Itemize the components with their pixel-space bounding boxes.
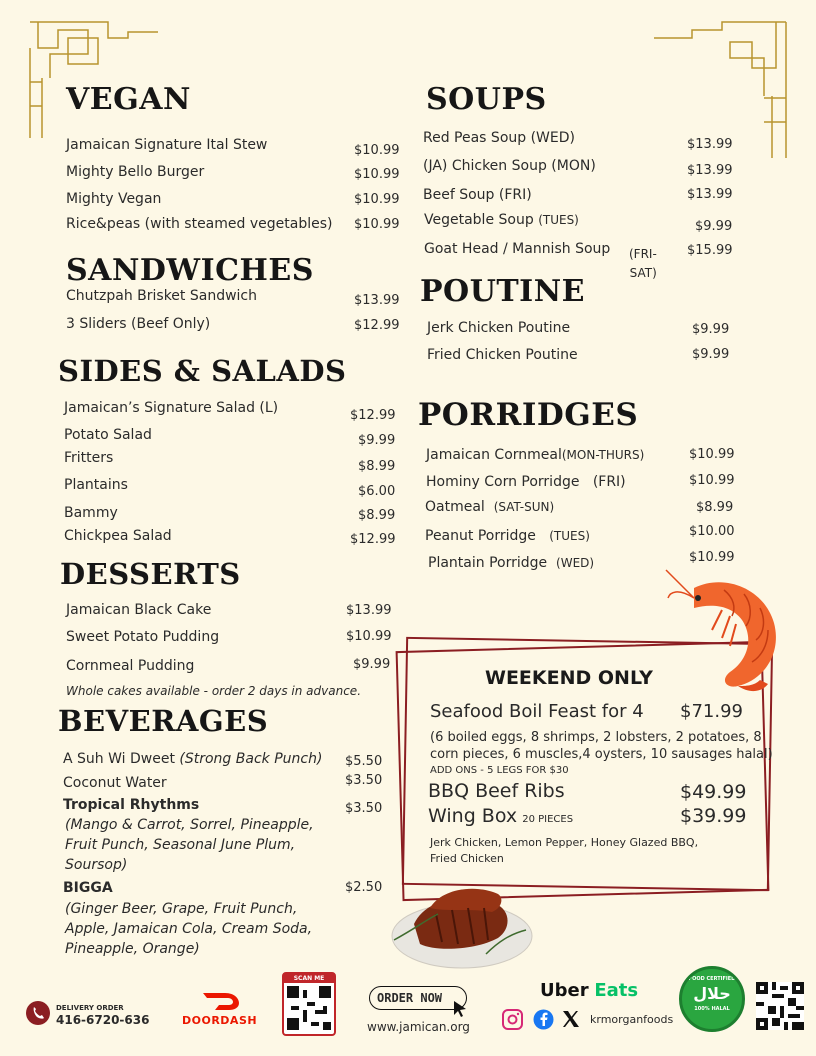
sandwiches-heading: SANDWICHES bbox=[66, 253, 314, 288]
desserts-note: Whole cakes available - order 2 days in advance. bbox=[66, 684, 362, 698]
poutine-heading: POUTINE bbox=[420, 274, 585, 309]
halal-badge bbox=[679, 966, 745, 1032]
description-line: Pineapple, Orange) bbox=[65, 941, 200, 957]
beverage-name: A Suh Wi Dweet bbox=[63, 751, 175, 767]
vegan-heading: VEGAN bbox=[66, 82, 191, 117]
wing-qty: 20 PIECES bbox=[522, 814, 574, 825]
day-tag: (WED) bbox=[556, 556, 595, 570]
menu-item-price: $10.99 bbox=[354, 167, 400, 182]
day-tag: (TUES) bbox=[538, 213, 579, 227]
menu-item-price: $10.00 bbox=[689, 524, 735, 539]
beverages-heading: BEVERAGES bbox=[58, 704, 269, 738]
ribs-name: BBQ Beef Ribs bbox=[428, 780, 565, 802]
menu-item-name: Chickpea Salad bbox=[64, 528, 172, 544]
ubereats-logo[interactable] bbox=[540, 980, 638, 1001]
wing-flavors bbox=[430, 835, 698, 867]
menu-item-name: 3 Sliders (Beef Only) bbox=[66, 316, 211, 332]
day-tag: (WED) bbox=[530, 130, 575, 146]
menu-item bbox=[423, 187, 532, 203]
description-line: Fruit Punch, Seasonal June Plum, bbox=[65, 837, 296, 853]
menu-item bbox=[426, 474, 626, 490]
menu-item-price: $13.99 bbox=[687, 187, 733, 202]
menu-item-price: $9.99 bbox=[353, 657, 391, 672]
menu-item bbox=[425, 499, 554, 515]
menu-item-name: Cornmeal Pudding bbox=[66, 658, 195, 674]
item-name: Red Peas Soup bbox=[423, 130, 527, 146]
halal-top-text: FOOD CERTIFIED bbox=[688, 976, 736, 982]
menu-item-name: Mighty Bello Burger bbox=[66, 164, 205, 180]
social-handle[interactable]: krmorganfoods bbox=[590, 1013, 674, 1026]
menu-item-price: $15.99 bbox=[687, 243, 733, 258]
menu-item bbox=[425, 528, 590, 544]
menu-item-price: $8.99 bbox=[696, 500, 734, 515]
halal-bottom-text: 100% HALAL bbox=[694, 1006, 730, 1012]
menu-item-name: Fritters bbox=[64, 450, 114, 466]
menu-item-name: Chutzpah Brisket Sandwich bbox=[66, 288, 257, 304]
menu-item-price: $9.99 bbox=[692, 322, 730, 337]
menu-item-name: Rice&peas (with steamed vegetables) bbox=[66, 216, 333, 232]
menu-item-price: $12.99 bbox=[350, 408, 396, 423]
wing-box bbox=[428, 805, 573, 827]
menu-item bbox=[424, 212, 579, 228]
menu-item-name: Fried Chicken Poutine bbox=[427, 347, 578, 363]
menu-item-price: $6.00 bbox=[358, 484, 396, 499]
day-tag: (FRI) bbox=[592, 474, 626, 490]
description-line: (6 boiled eggs, 8 shrimps, 2 lobsters, 2 potatoes, 8 bbox=[430, 730, 762, 745]
beverage-item bbox=[63, 751, 322, 767]
doordash-link[interactable]: DOORDASH bbox=[182, 1014, 258, 1027]
description-line: Soursop) bbox=[65, 857, 128, 873]
instagram-icon[interactable] bbox=[502, 1009, 523, 1030]
phone-icon bbox=[26, 1001, 50, 1025]
menu-item bbox=[426, 447, 644, 463]
day-tag: (MON) bbox=[551, 158, 596, 174]
flavor-line: Jerk Chicken, Lemon Pepper, Honey Glazed BBQ, bbox=[430, 836, 699, 849]
menu-item bbox=[423, 158, 596, 174]
item-name: Jamaican Cornmeal bbox=[426, 447, 562, 463]
beverage-price: $2.50 bbox=[345, 880, 383, 895]
beverage-description bbox=[65, 815, 314, 875]
menu-item-price: $9.99 bbox=[695, 219, 733, 234]
menu-item-price: $13.99 bbox=[346, 603, 392, 618]
menu-item-price: $9.99 bbox=[692, 347, 730, 362]
menu-item-name: Plantains bbox=[64, 477, 128, 493]
menu-item-name: Potato Salad bbox=[64, 427, 152, 443]
menu-item-price: $13.99 bbox=[687, 137, 733, 152]
menu-item-price: $10.99 bbox=[354, 217, 400, 232]
menu-item-price: $10.99 bbox=[689, 550, 735, 565]
cursor-icon bbox=[452, 999, 468, 1017]
scan-qr-frame[interactable] bbox=[282, 972, 336, 1036]
menu-item-price: $12.99 bbox=[354, 318, 400, 333]
menu-item-price: $10.99 bbox=[354, 192, 400, 207]
flavor-line: Fried Chicken bbox=[430, 852, 504, 865]
wing-name: Wing Box bbox=[428, 805, 518, 827]
ribs-illustration bbox=[386, 868, 534, 974]
menu-item-price: $13.99 bbox=[354, 293, 400, 308]
website-link[interactable]: www.jamican.org bbox=[367, 1020, 470, 1034]
item-name: Oatmeal bbox=[425, 499, 485, 515]
item-name: Hominy Corn Porridge bbox=[426, 474, 580, 490]
day-tag: (FRI) bbox=[498, 187, 532, 203]
day-tag-line: (FRI- bbox=[629, 247, 657, 261]
scan-me-label: SCAN ME bbox=[284, 974, 334, 983]
beverage-name: Coconut Water bbox=[63, 775, 167, 791]
delivery-label: DELIVERY ORDER bbox=[56, 1004, 124, 1012]
item-name: Beef Soup bbox=[423, 187, 495, 203]
ribs-price: $49.99 bbox=[680, 781, 747, 803]
menu-item-price: $8.99 bbox=[358, 508, 396, 523]
doordash-icon bbox=[201, 989, 241, 1011]
uber-text: Uber bbox=[540, 980, 589, 1001]
beverage-subtitle: (Strong Back Punch) bbox=[179, 751, 323, 767]
phone-number[interactable]: 416-6720-636 bbox=[56, 1013, 150, 1027]
qr-code-icon bbox=[287, 986, 331, 1030]
item-name: (JA) Chicken Soup bbox=[423, 158, 547, 174]
menu-item-price: $8.99 bbox=[358, 459, 396, 474]
menu-item-name: Jamaican Signature Ital Stew bbox=[66, 137, 268, 153]
menu-item-name: Mighty Vegan bbox=[66, 191, 162, 207]
item-name: Peanut Porridge bbox=[425, 528, 536, 544]
beverage-price: $5.50 bbox=[345, 754, 383, 769]
menu-item-price: $9.99 bbox=[358, 433, 396, 448]
facebook-icon[interactable] bbox=[533, 1009, 554, 1030]
day-tag bbox=[629, 245, 657, 283]
feast-name: Seafood Boil Feast for 4 bbox=[430, 701, 644, 722]
menu-item-name: Sweet Potato Pudding bbox=[66, 629, 220, 645]
menu-item bbox=[428, 555, 594, 571]
sides-heading: SIDES & SALADS bbox=[58, 354, 347, 388]
porridges-heading: PORRIDGES bbox=[418, 397, 639, 433]
menu-item-name: Jamaican Black Cake bbox=[66, 602, 212, 618]
soups-heading: SOUPS bbox=[426, 82, 547, 117]
weekend-heading: WEEKEND ONLY bbox=[485, 667, 653, 689]
qr-code-icon[interactable] bbox=[756, 982, 804, 1030]
menu-item-price: $10.99 bbox=[689, 447, 735, 462]
day-tag-line: SAT) bbox=[629, 266, 657, 280]
halal-arabic-text: حلال bbox=[693, 984, 731, 1003]
item-name: Vegetable Soup bbox=[424, 212, 534, 228]
day-tag: (TUES) bbox=[549, 529, 590, 543]
wing-price: $39.99 bbox=[680, 805, 747, 827]
menu-item-name: Jamaican’s Signature Salad (L) bbox=[64, 400, 279, 416]
menu-item-name: Jerk Chicken Poutine bbox=[427, 320, 571, 336]
description-line: Apple, Jamaican Cola, Cream Soda, bbox=[65, 921, 313, 937]
corner-ornament-left bbox=[28, 18, 163, 143]
shrimp-illustration bbox=[664, 568, 788, 698]
feast-description bbox=[430, 729, 773, 763]
description-line: (Ginger Beer, Grape, Fruit Punch, bbox=[65, 901, 298, 917]
day-tag: (MON-THURS) bbox=[561, 448, 645, 462]
beverage-price: $3.50 bbox=[345, 773, 383, 788]
beverage-name: BIGGA bbox=[63, 880, 113, 896]
menu-item-price: $10.99 bbox=[354, 143, 400, 158]
desserts-heading: DESSERTS bbox=[60, 557, 241, 591]
menu-item-price: $10.99 bbox=[689, 473, 735, 488]
day-tag: (SAT-SUN) bbox=[493, 500, 555, 514]
feast-price: $71.99 bbox=[680, 701, 743, 722]
menu-item-name: Goat Head / Mannish Soup bbox=[424, 241, 611, 257]
beverage-description bbox=[65, 899, 312, 959]
item-name: Plantain Porridge bbox=[428, 555, 548, 571]
beverage-price: $3.50 bbox=[345, 801, 383, 816]
menu-item-price: $12.99 bbox=[350, 532, 396, 547]
eats-text: Eats bbox=[594, 980, 639, 1001]
order-now-label: ORDER NOW bbox=[377, 991, 443, 1005]
menu-item bbox=[423, 130, 575, 146]
beverage-name: Tropical Rhythms bbox=[63, 797, 200, 813]
x-icon[interactable] bbox=[562, 1010, 580, 1028]
description-line: (Mango & Carrot, Sorrel, Pineapple, bbox=[65, 817, 314, 833]
addons-text: ADD ONS - 5 LEGS FOR $30 bbox=[430, 765, 569, 776]
menu-item-price: $13.99 bbox=[687, 163, 733, 178]
menu-item-name: Bammy bbox=[64, 505, 118, 521]
menu-item-price: $10.99 bbox=[346, 629, 392, 644]
description-line: corn pieces, 6 muscles,4 oysters, 10 sausages halal) bbox=[430, 747, 773, 762]
